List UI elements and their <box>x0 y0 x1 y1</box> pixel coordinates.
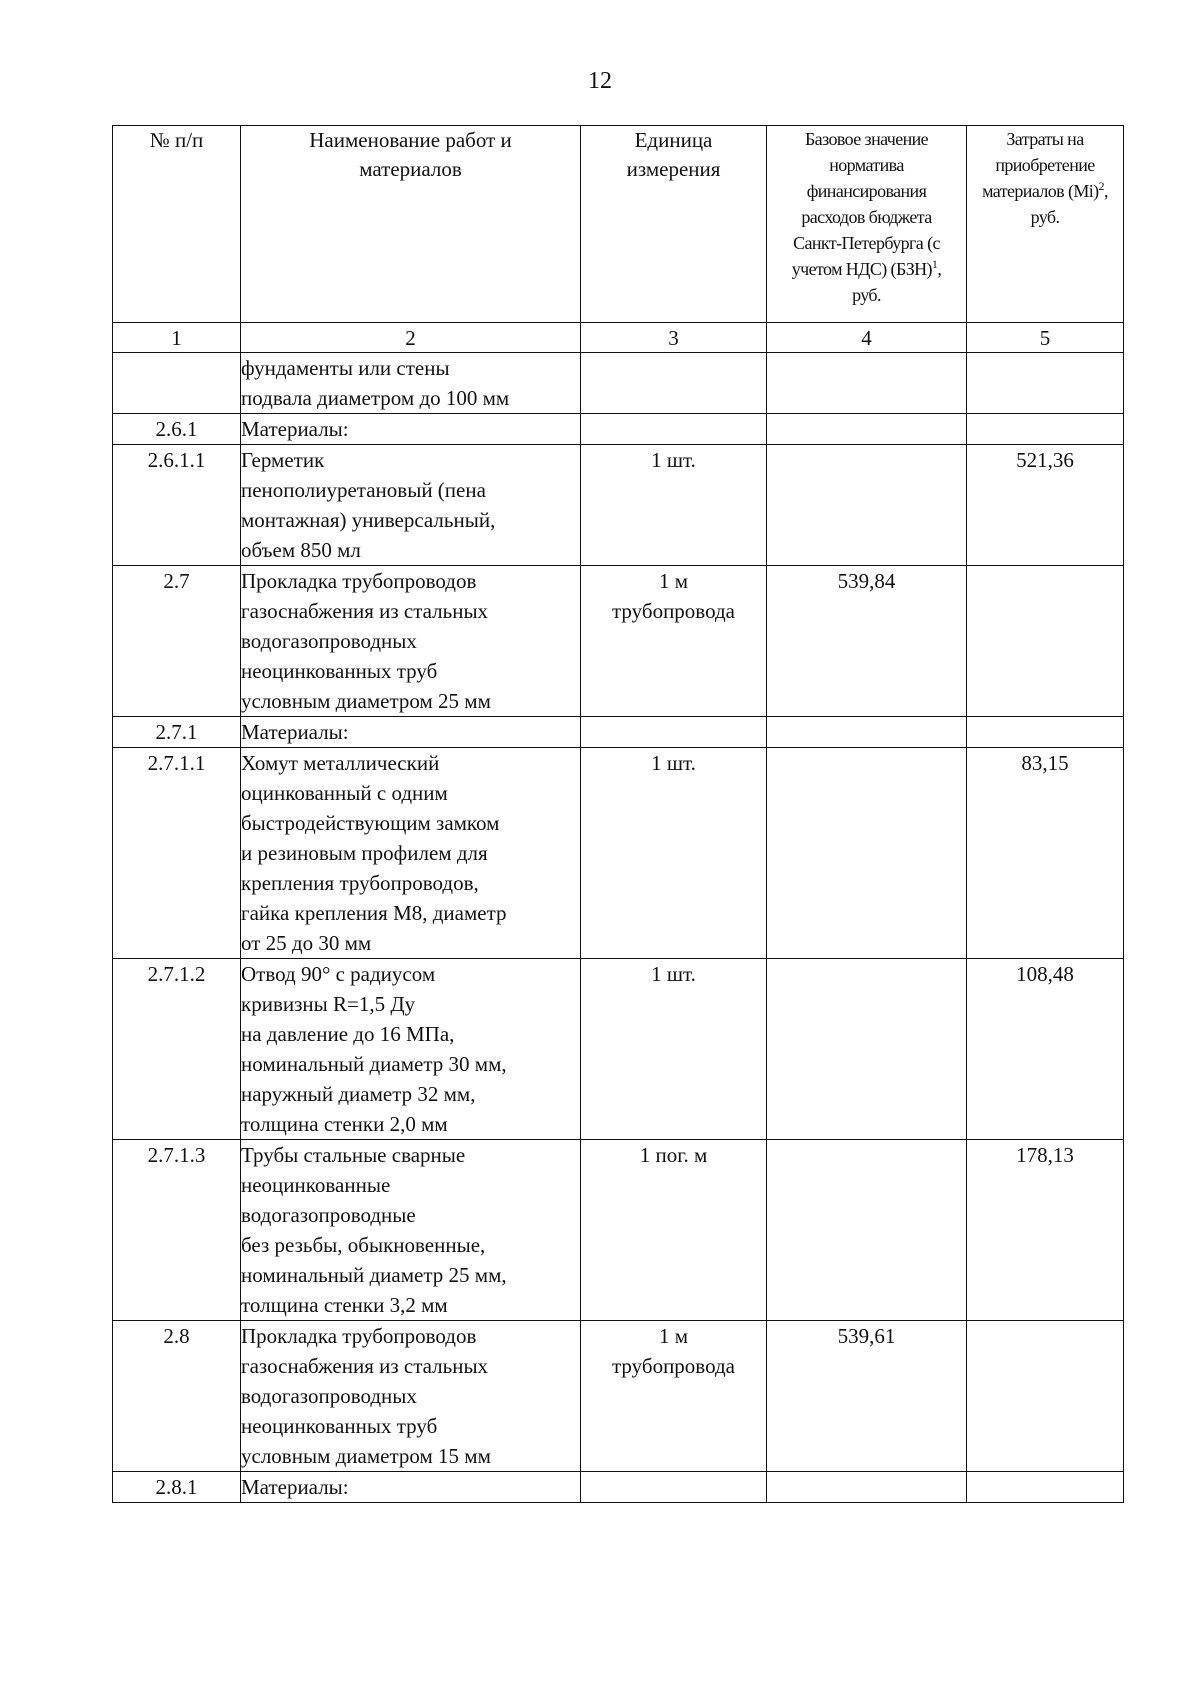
header-num: № п/п <box>113 126 241 323</box>
row-unit: 1 м трубопровода <box>581 1321 767 1472</box>
row-base-value <box>767 959 967 1140</box>
row-name: фундаменты или стены подвала диаметром до 100 мм <box>241 353 581 414</box>
table-row <box>113 566 1124 717</box>
row-unit: 1 пог. м <box>581 1140 767 1321</box>
table-row <box>113 445 1124 566</box>
column-number: 4 <box>767 323 967 353</box>
table-row <box>113 353 1124 414</box>
row-unit <box>581 717 767 748</box>
materials-table <box>112 125 1124 1503</box>
column-number-row <box>113 323 1124 353</box>
row-cost <box>967 414 1124 445</box>
table-body <box>113 323 1124 1503</box>
row-unit <box>581 353 767 414</box>
table-row <box>113 414 1124 445</box>
row-name: Прокладка трубопроводов газоснабжения из стальных водогазопроводных неоцинкованных труб условным диаметром 25 мм <box>241 566 581 717</box>
row-base-value <box>767 748 967 959</box>
row-name: Прокладка трубопроводов газоснабжения из стальных водогазопроводных неоцинкованных труб условным диаметром 15 мм <box>241 1321 581 1472</box>
row-name: Отвод 90° с радиусом кривизны R=1,5 Ду на давление до 16 МПа, номинальный диаметр 30 мм, наружный диаметр 32 мм, толщина стенки 2,0 мм <box>241 959 581 1140</box>
row-cost <box>967 566 1124 717</box>
column-number: 3 <box>581 323 767 353</box>
page-number: 12 <box>588 68 612 94</box>
row-cost <box>967 1321 1124 1472</box>
column-number: 1 <box>113 323 241 353</box>
row-unit <box>581 1472 767 1503</box>
header-cost <box>967 126 1124 323</box>
header-name-text: Наименование работ и материалов <box>309 128 512 181</box>
row-unit: 1 м трубопровода <box>581 566 767 717</box>
table-row <box>113 1321 1124 1472</box>
row-base-value: 539,84 <box>767 566 967 717</box>
header-cost-unit: , руб. <box>1030 181 1108 227</box>
header-base <box>767 126 967 323</box>
header-cost-footnote: 2 <box>1098 179 1104 193</box>
column-number: 5 <box>967 323 1124 353</box>
row-cost <box>967 1472 1124 1503</box>
row-base-value <box>767 1472 967 1503</box>
row-number <box>113 353 241 414</box>
row-cost: 83,15 <box>967 748 1124 959</box>
header-unit-text: Единица измерения <box>626 128 721 181</box>
header-base-footnote: 1 <box>931 257 938 271</box>
column-number: 2 <box>241 323 581 353</box>
row-unit: 1 шт. <box>581 748 767 959</box>
row-cost <box>967 717 1124 748</box>
row-base-value <box>767 445 967 566</box>
row-number: 2.7 <box>113 566 241 717</box>
header-unit <box>581 126 767 323</box>
row-number: 2.7.1.1 <box>113 748 241 959</box>
header-base-text: Базовое значение норматива финансирования расходов бюджета Санкт-Петербурга (с учетом НДС) (БЗН) <box>791 129 940 279</box>
row-unit: 1 шт. <box>581 959 767 1140</box>
row-cost: 521,36 <box>967 445 1124 566</box>
row-cost: 178,13 <box>967 1140 1124 1321</box>
row-base-value <box>767 717 967 748</box>
row-number: 2.7.1 <box>113 717 241 748</box>
row-number: 2.6.1.1 <box>113 445 241 566</box>
row-name: Герметик пенополиуретановый (пена монтажная) универсальный, объем 850 мл <box>241 445 581 566</box>
row-unit <box>581 414 767 445</box>
row-base-value <box>767 414 967 445</box>
row-name: Материалы: <box>241 414 581 445</box>
row-base-value <box>767 1140 967 1321</box>
row-number: 2.7.1.3 <box>113 1140 241 1321</box>
row-name: Материалы: <box>241 1472 581 1503</box>
header-name <box>241 126 581 323</box>
row-number: 2.8 <box>113 1321 241 1472</box>
row-name: Трубы стальные сварные неоцинкованные водогазопроводные без резьбы, обыкновенные, номинальный диаметр 25 мм, толщина стенки 3,2 мм <box>241 1140 581 1321</box>
row-name: Хомут металлический оцинкованный с одним быстродействующим замком и резиновым профилем для крепления трубопроводов, гайка крепления М8, диаметр от 25 до 30 мм <box>241 748 581 959</box>
table-row <box>113 959 1124 1140</box>
row-unit: 1 шт. <box>581 445 767 566</box>
row-cost: 108,48 <box>967 959 1124 1140</box>
table-row <box>113 717 1124 748</box>
table-header-row <box>113 126 1124 323</box>
table-row <box>113 748 1124 959</box>
header-cost-text: Затраты на приобретение материалов (Mi) <box>982 129 1099 201</box>
table-row <box>113 1472 1124 1503</box>
row-name: Материалы: <box>241 717 581 748</box>
row-number: 2.6.1 <box>113 414 241 445</box>
header-base-unit: , руб. <box>852 259 942 305</box>
row-base-value <box>767 353 967 414</box>
row-base-value: 539,61 <box>767 1321 967 1472</box>
table-row <box>113 1140 1124 1321</box>
row-cost <box>967 353 1124 414</box>
row-number: 2.8.1 <box>113 1472 241 1503</box>
row-number: 2.7.1.2 <box>113 959 241 1140</box>
